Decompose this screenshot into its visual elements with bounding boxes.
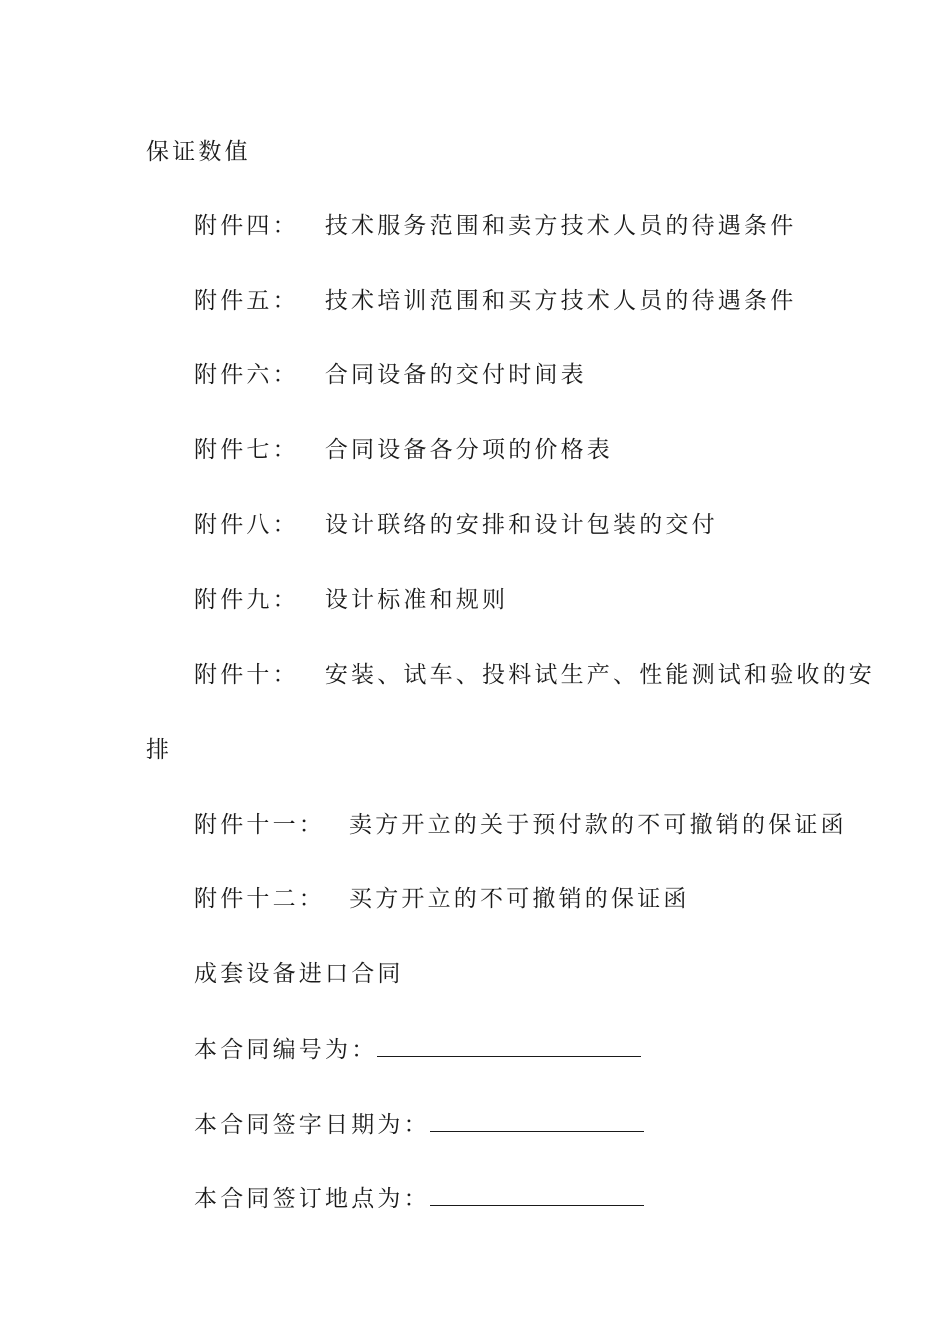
annex-label: 附件十二：	[194, 886, 325, 912]
annex-label: 附件四：	[194, 213, 299, 239]
annex-label: 附件五：	[194, 288, 299, 314]
signing-date-blank[interactable]	[430, 1109, 644, 1132]
annex-label: 附件十：	[194, 662, 299, 688]
annex-text: 合同设备各分项的价格表	[324, 437, 614, 463]
annex-label: 附件六：	[194, 362, 299, 388]
contract-number-blank[interactable]	[377, 1034, 641, 1057]
annex-text: 卖方开立的关于预付款的不可撤销的保证函	[349, 812, 847, 838]
annex-label: 附件八：	[194, 512, 299, 538]
annex-5	[194, 286, 796, 316]
field-label: 本合同编号为：	[194, 1037, 378, 1063]
annex-10	[194, 660, 875, 690]
annex-11	[194, 810, 847, 840]
signing-place-blank[interactable]	[430, 1183, 644, 1206]
field-contract-number	[194, 1034, 641, 1065]
contract-title: 成套设备进口合同	[194, 961, 404, 987]
annex-text: 合同设备的交付时间表	[324, 362, 587, 388]
annex-9	[194, 585, 508, 615]
field-label: 本合同签订地点为：	[194, 1186, 430, 1212]
annex-text: 设计联络的安排和设计包装的交付	[324, 512, 718, 538]
continuation-text: 保证数值	[146, 139, 251, 165]
annex-7	[194, 435, 613, 465]
field-signing-place	[194, 1183, 644, 1214]
annex-10-wrap: 排	[146, 737, 173, 763]
annex-label: 附件十一：	[194, 812, 325, 838]
annex-label: 附件九：	[194, 587, 299, 613]
annex-text: 买方开立的不可撤销的保证函	[349, 886, 690, 912]
field-signing-date	[194, 1109, 644, 1140]
annex-8	[194, 510, 718, 540]
annex-6	[194, 360, 587, 390]
annex-text: 技术培训范围和买方技术人员的待遇条件	[324, 288, 797, 314]
annex-text: 安装、试车、投料试生产、性能测试和验收的安	[324, 662, 876, 688]
annex-text: 技术服务范围和卖方技术人员的待遇条件	[324, 213, 797, 239]
field-label: 本合同签字日期为：	[194, 1112, 430, 1138]
annex-label: 附件七：	[194, 437, 299, 463]
annex-12	[194, 884, 690, 914]
annex-text: 设计标准和规则	[324, 587, 509, 613]
annex-4	[194, 211, 796, 241]
